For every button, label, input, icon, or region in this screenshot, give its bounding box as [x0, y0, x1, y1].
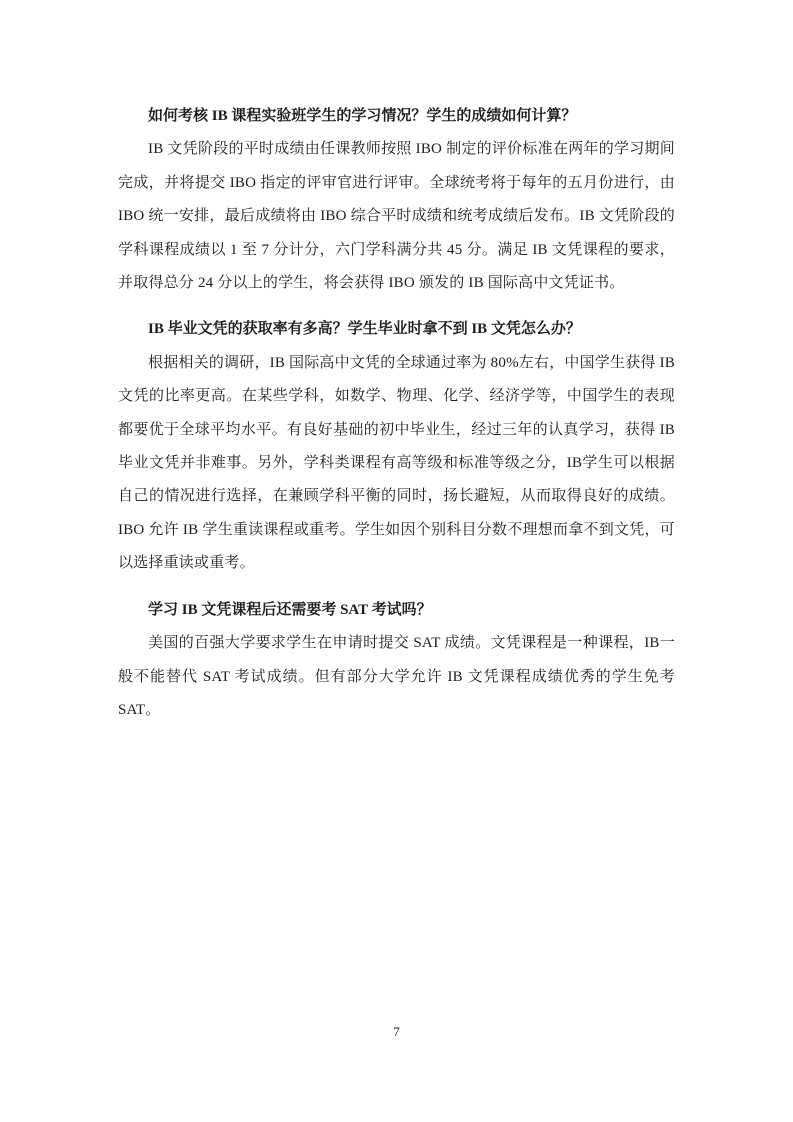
paragraph-sat: 美国的百强大学要求学生在申请时提交 SAT 成绩。文凭课程是一种课程，IB一般不能替代 SAT 考试成绩。但有部分大学允许 IB 文凭课程成绩优秀的学生免考 SAT。: [118, 635, 675, 718]
section-heading-sat: 学习 IB 文凭课程后还需要考 SAT 考试吗？: [148, 601, 432, 618]
paragraph-assessment: IB 文凭阶段的平时成绩由任课教师按照 IBO 制定的评价标准在两年的学习期间完成，并将提交 IBO 指定的评审官进行评审。全球统考将于每年的五月份进行，由 IBO 统一安排，最后成绩将由 IBO 综合平时成绩和统考成绩后发布。IB 文凭阶段的学科课程成绩以 1 至 7 分计分，六门学科满分共 45 分。满足 IB 文凭课程的要求， 并取得总分 24 分以上的学生，将会获得 IBO 颁发的 IB 国际高中文凭证书。: [118, 141, 675, 292]
section-heading-assessment: 如何考核 IB 课程实验班学生的学习情况？学生的成绩如何计算？: [148, 108, 577, 124]
page-number: 7: [393, 1024, 400, 1039]
paragraph-diploma-rate: 根据相关的调研，IB 国际高中文凭的全球通过率为 80%左右，中国学生获得 IB 文凭的比率更高。在某些学科，如数学、物理、化学、经济学等，中国学生的表现都要优于全球平均水平。有良好基础的初中毕业生，经过三年的认真学习，获得 IB 毕业文凭并非难事。另外，学科类课程有高等级和标准等级之分，IB学生可以根据自己的情况进行选择，在兼顾学科平衡的同时，扬长避短，从而取得良好的成绩。IBO 允许 IB 学生重读课程或重考。学生如因个别科目分数不理想而拿不到文凭，可以选择重读或重考。: [118, 354, 675, 572]
section-heading-diploma-rate: IB 毕业文凭的获取率有多高？学生毕业时拿不到 IB 文凭怎么办？: [148, 321, 581, 338]
